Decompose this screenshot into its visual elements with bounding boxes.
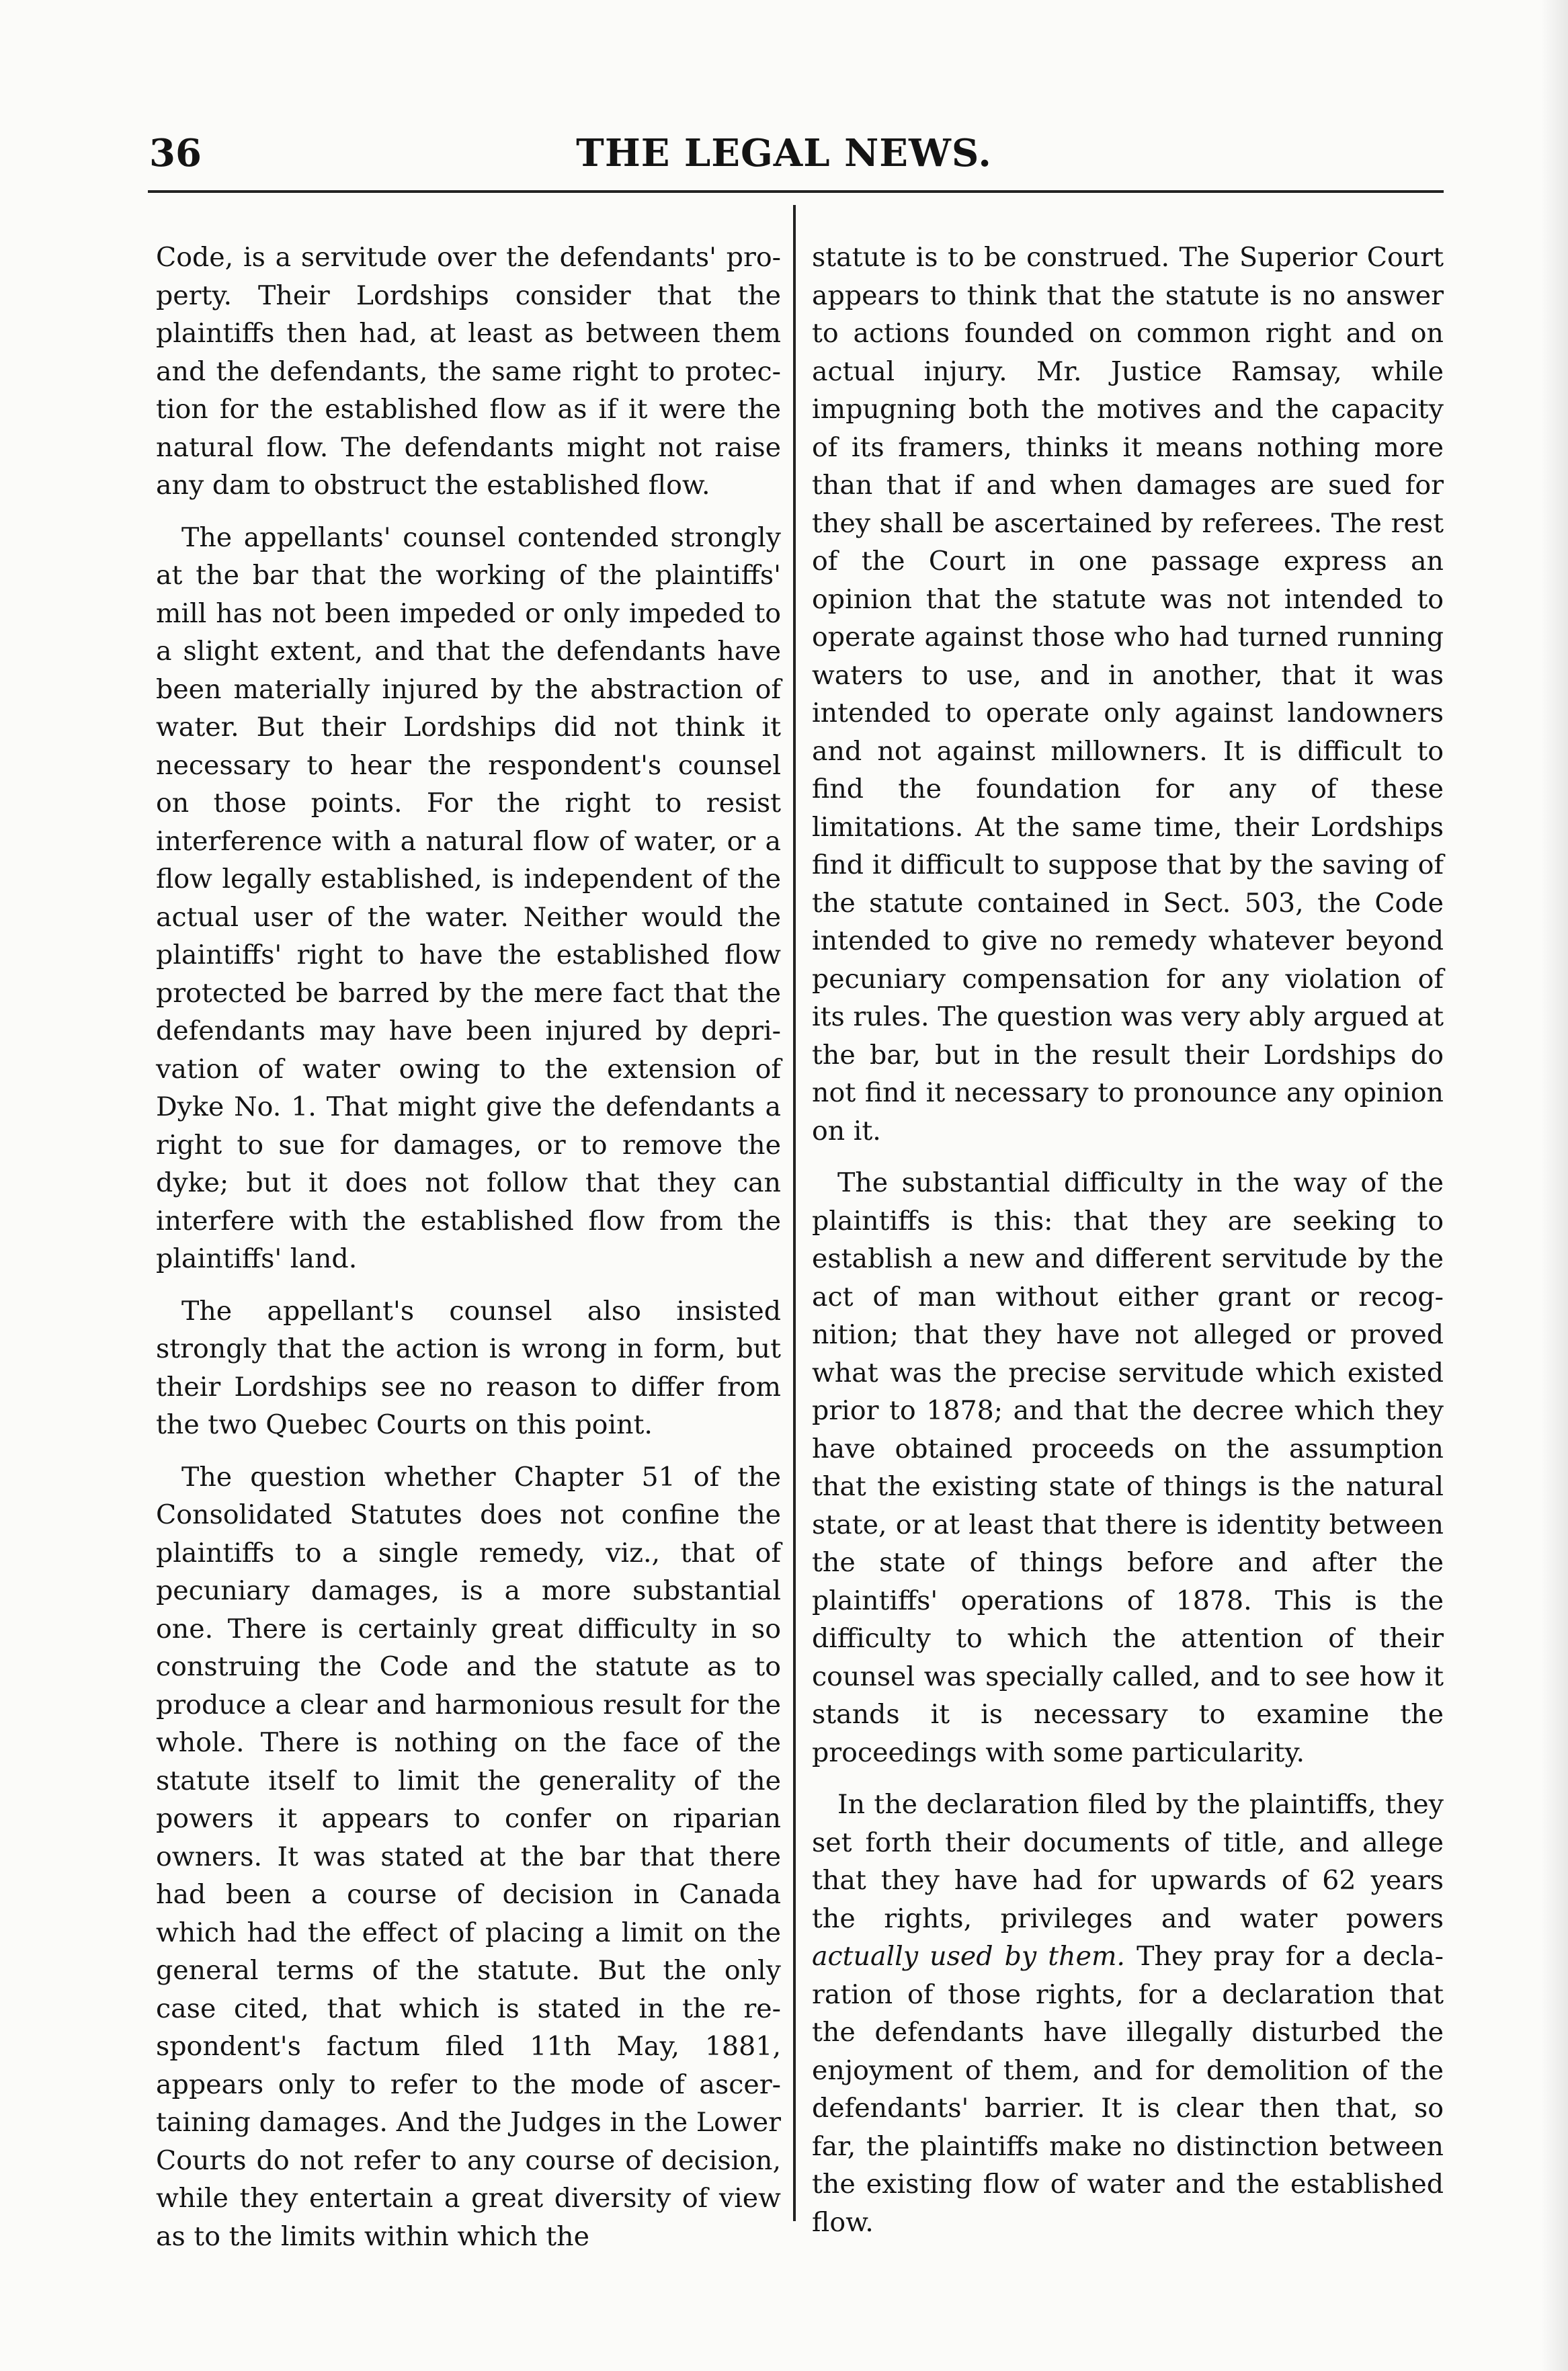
paragraph: The appellant's counsel also insisted strongly that the action is wrong in form, but their Lordships see no reason to differ from the two Quebec Courts on this point. [156,1295,781,1440]
paragraph: Code, is a servitude over the defendants' property. Their Lordships consider that the plaintiffs then had, at least as between them and the defendants, the same right to protection for the established flow as if it were the natural flow. The defendants might not raise any dam to obstruct the established flow. [156,242,781,501]
right-column [812,239,1444,2255]
header-rule [148,190,1444,193]
paragraph: The question whether Chapter 51 of the Consolidated Statutes does not confine the plaintiffs to a single remedy, viz., that of pecuniary damages, is a more substantial one. There is certainly great difficulty in so construing the Code and the statute as to produce a clear and harmonious result for the whole. There is nothing on the face of the statute itself to limit the generality of the powers it appears to confer on riparian owners. It was stated at the bar that there had been a course of decision in Canada which had the effect of placing a limit on the general terms of the statute. But the only case cited, that which is stated in the respondent's factum filed 11th May, 1881, appears only to refer to the mode of ascertaining damages. And the Judges in the Lower Courts do not refer to any course of decision, while they entertain a great diversity of view as to the limits within which the [156,1461,781,2252]
paragraph: statute is to be construed. The Superior Court appears to think that the statute is no answer to actions founded on common right and on actual injury. Mr. Justice Ramsay, while impugning both the motives and the capacity of its framers, thinks it means nothing more than that if and when damages are sued for they shall be ascertained by referees. The rest of the Court in one passage express an opinion that the statute was not intended to operate against those who had turned running waters to use, and in another, that it was intended to operate only against landowners and not against millowners. It is difficult to find the foundation for any of these limitations. At the same time, their Lordships find it difficult to suppose that by the saving of the statute contained in Sect. 503, the Code intended to give no remedy whatever beyond pecuniary compensation for any violation of its rules. The question was very ably argued at the bar, but in the result their Lordships do not find it necessary to pronounce any opinion on it. [812,242,1444,1147]
paragraph [812,1786,1444,2241]
paragraph-text: They pray for a declaration of those rights, for a declaration that the defendants have illegally disturbed the enjoyment of them, and for demolition of the defendants' barrier. It is clear then that, so far, the plaintiffs make no distinction between the existing flow of water and the established flow. [812,1941,1444,2238]
paragraph: The appellants' counsel contended strongly at the bar that the working of the plaintiffs' mill has not been impeded or only impeded to a slight extent, and that the defendants have been materially injured by the abstraction of water. But their Lordships did not think it necessary to hear the respondent's counsel on those points. For the right to resist interference with a natural flow of water, or a flow legally established, is independent of the actual user of the water. Neither would the plaintiffs' right to have the established flow protected be barred by the mere fact that the defendants may have been injured by deprivation of water owing to the extension of Dyke No. 1. That might give the defendants a right to sue for damages, or to remove the dyke; but it does not follow that they can interfere with the established flow from the plaintiffs' land. [156,522,781,1274]
column-rule [793,205,796,2221]
left-column [156,239,781,2270]
page-number: 36 [149,131,202,175]
page-edge-shadow [1541,0,1568,2371]
paragraph-text: In the declaration filed by the plaintiffs, they set forth their documents of title, and allege that they have had for upwards of 62 years the rights, privileges and water powers [812,1789,1444,1934]
italic-phrase: actually used by them. [812,1941,1125,1972]
paragraph: The substantial difficulty in the way of the plaintiffs is this: that they are seeking to establish a new and different servitude by the act of man without either grant or recognition; that they have not alleged or proved what was the precise servitude which existed prior to 1878; and that the decree which they have obtained proceeds on the assumption that the existing state of things is the natural state, or at least that there is identity between the state of things before and after the plaintiffs' operations of 1878. This is the difficulty to which the attention of their counsel was specially called, and to see how it stands it is necessary to examine the proceedings with some particularity. [812,1167,1444,1768]
running-title: THE LEGAL NEWS. [576,131,992,175]
